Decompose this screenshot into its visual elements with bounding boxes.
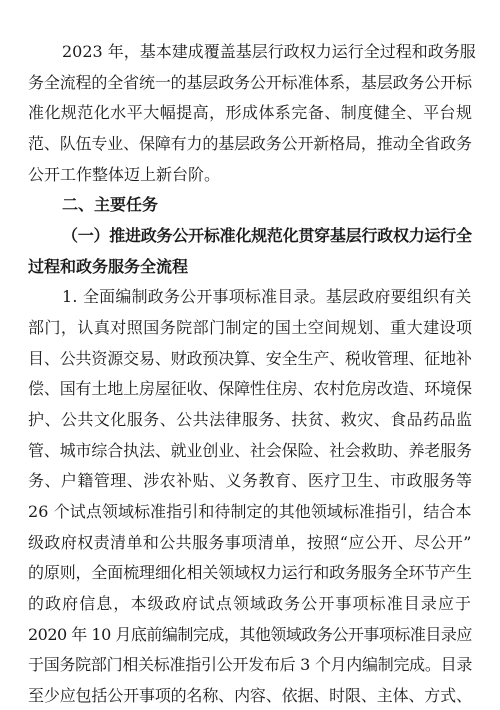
- line-text: 26 个试点领域标准指引和待制定的其他领域标准指引，结合本: [28, 501, 472, 521]
- line-text: 至少应包括公开事项的名称、内容、依据、时限、主体、方式、: [28, 685, 472, 705]
- line-text: 2020 年 10 月底前编制完成，其他领域政务公开事项标准目录应: [28, 624, 472, 644]
- line-text: 目、公共资源交易、财政预决算、安全生产、税收管理、征地补: [28, 348, 472, 368]
- section-heading-text: 二、主要任务: [62, 195, 159, 215]
- line-text: 公开工作整体迈上新台阶。: [28, 164, 221, 184]
- line-text: 2023 年，基本建成覆盖基层行政权力运行全过程和政务服: [62, 42, 476, 62]
- line-text: 护、公共文化服务、公共法律服务、扶贫、救灾、食品药品监: [28, 410, 473, 430]
- paragraph-1-line: [28, 134, 472, 154]
- paragraph-2-line: [28, 533, 472, 553]
- paragraph-2-line: [28, 655, 472, 675]
- subsection-heading-text: （一）推进政务公开标准化规范化贯穿基层行政权力运行全: [62, 226, 472, 246]
- section-heading: [62, 195, 472, 215]
- paragraph-2-line: [28, 686, 472, 706]
- line-text: 务全流程的全省统一的基层政务公开标准体系，基层政务公开标: [28, 72, 472, 92]
- paragraph-2-line: [28, 594, 472, 614]
- line-text: 1. 全面编制政务公开事项标准目录。基层政府要组织有关: [62, 287, 472, 307]
- paragraph-2-line: [28, 471, 472, 491]
- subsection-heading-line: [28, 257, 472, 277]
- line-text: 准化规范化水平大幅提高，形成体系完备、制度健全、平台规: [28, 103, 473, 123]
- paragraph-1-line: [28, 103, 472, 123]
- line-text: 于国务院部门相关标准指引公开发布后 3 个月内编制完成。目录: [28, 655, 473, 675]
- paragraph-2-line: [28, 379, 472, 399]
- paragraph-2-line: [28, 625, 472, 645]
- paragraph-2-line: [62, 287, 472, 307]
- paragraph-1-line: [28, 73, 472, 93]
- paragraph-1-line: [28, 165, 472, 185]
- line-text: 偿、国有土地上房屋征收、保障性住房、农村危房改造、环境保: [28, 379, 472, 399]
- paragraph-2-line: [28, 502, 472, 522]
- paragraph-2-line: [28, 441, 472, 461]
- subsection-heading-text: 过程和政务服务全流程: [28, 256, 189, 276]
- line-text: 的政府信息，本级政府试点领域政务公开事项标准目录应于: [28, 593, 473, 613]
- line-text: 的原则，全面梳理细化相关领域权力运行和政务服务全环节产生: [28, 563, 472, 583]
- paragraph-2-line: [28, 349, 472, 369]
- paragraph-2-line: [28, 410, 472, 430]
- line-text: 部门，认真对照国务院部门制定的国土空间规划、重大建设项: [28, 318, 473, 338]
- line-text: 务、户籍管理、涉农补贴、义务教育、医疗卫生、市政服务等: [28, 471, 473, 491]
- paragraph-1-line: [0, 42, 476, 62]
- paragraph-2-line: [28, 318, 472, 338]
- paragraph-2-line: [28, 563, 472, 583]
- line-text: 范、队伍专业、保障有力的基层政务公开新格局，推动全省政务: [28, 134, 472, 154]
- line-text: 级政府权责清单和公共服务事项清单，按照“应公开、尽公开”: [28, 532, 472, 552]
- subsection-heading-line: [62, 226, 472, 246]
- line-text: 管、城市综合执法、就业创业、社会保险、社会救助、养老服务: [28, 440, 472, 460]
